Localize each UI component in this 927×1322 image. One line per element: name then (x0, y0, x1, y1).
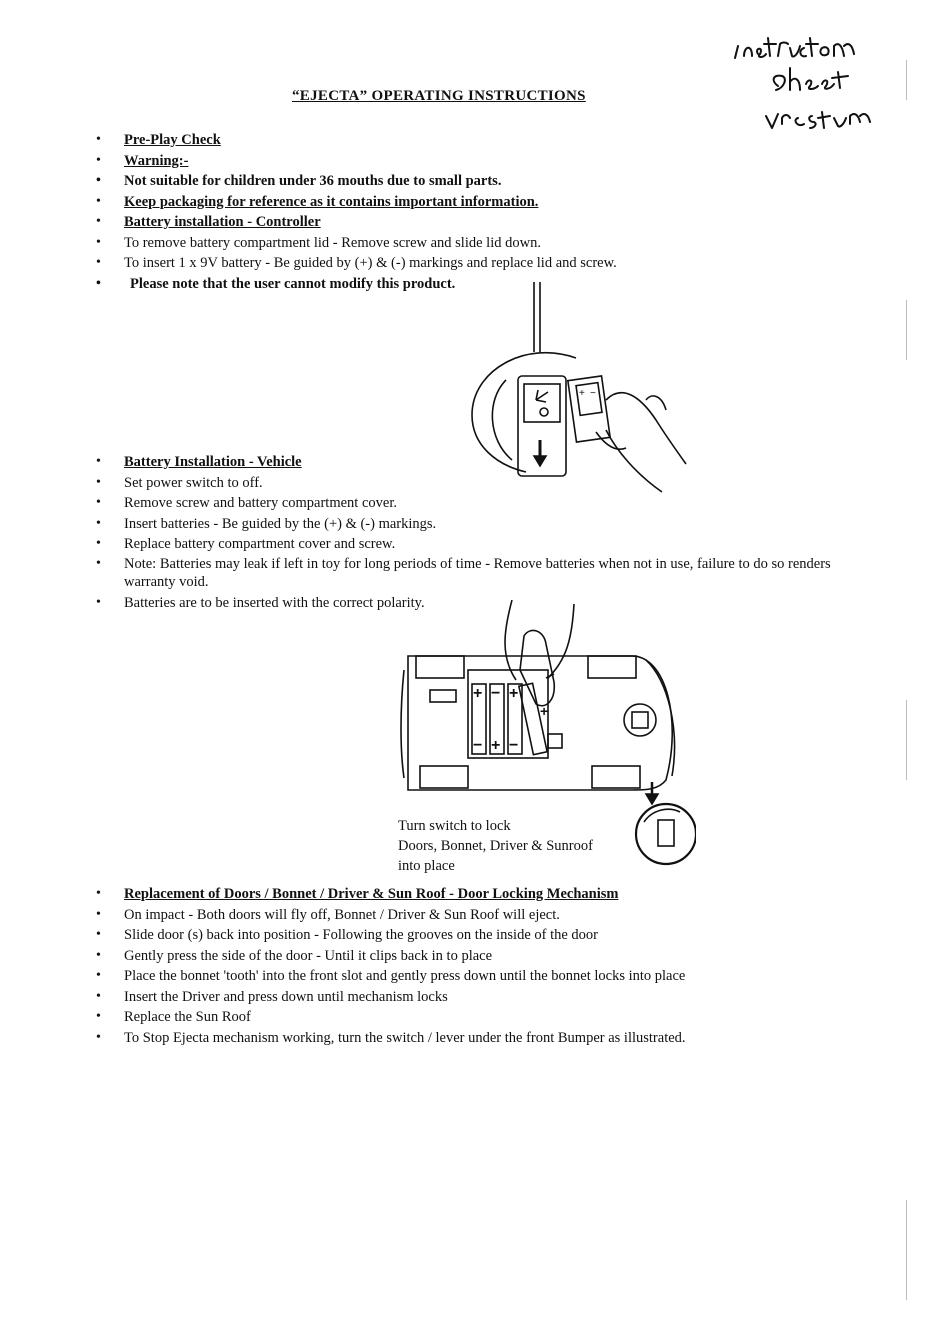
list-item-text: To remove battery compartment lid - Remove screw and slide lid down. (124, 234, 541, 251)
list-item (96, 946, 686, 967)
caption-line: Turn switch to lock (398, 818, 511, 834)
handwritten-note (730, 28, 900, 138)
list-item-text: Place the bonnet 'tooth' into the front slot and gently press down until the bonnet locks into place (124, 968, 686, 984)
controller-instructions-list (96, 130, 617, 294)
list-item (96, 534, 854, 555)
list-item (96, 233, 617, 254)
replacement-heading: Replacement of Doors / Bonnet / Driver & Sun Roof - Door Locking Mechanism (124, 886, 619, 902)
controller-battery-heading: Battery installation - Controller (124, 214, 321, 230)
list-item (96, 1007, 686, 1028)
battery-minus-sign: − (509, 737, 519, 754)
scan-artifact (906, 700, 907, 780)
list-item-text: Gently press the side of the door - Until it clips back in to place (124, 947, 493, 964)
modify-note: Please note that the user cannot modify this product. (130, 275, 456, 292)
list-item-text: Batteries are to be inserted with the correct polarity. (124, 594, 425, 611)
list-item-text: Replace battery compartment cover and screw. (124, 536, 396, 552)
list-item (96, 212, 617, 233)
vehicle-instructions-list (96, 452, 854, 613)
list-item-text: Slide door (s) back into position - Following the grooves on the inside of the door (124, 927, 599, 943)
scan-artifact (906, 300, 907, 360)
list-item (96, 171, 617, 192)
list-item (96, 514, 854, 535)
scan-artifact (906, 1200, 907, 1300)
pre-play-check-heading: Pre-Play Check (124, 132, 221, 148)
list-item (96, 905, 686, 926)
list-item-text: To insert 1 x 9V battery - Be guided by (+) & (-) markings and replace lid and screw. (124, 255, 617, 271)
battery-plus-sign: + (491, 737, 501, 754)
list-item (96, 473, 854, 494)
battery-plus-sign: + (579, 388, 585, 399)
list-item (96, 987, 686, 1008)
warning-heading: Warning:- (124, 152, 189, 169)
list-item (96, 884, 686, 905)
list-item (96, 966, 686, 987)
list-item (96, 493, 854, 514)
caption-line: Doors, Bonnet, Driver & Sunroof (398, 838, 593, 854)
battery-plus-sign: + (509, 685, 519, 702)
list-item-text: Set power switch to off. (124, 474, 263, 491)
list-item (96, 925, 686, 946)
list-item-text: To Stop Ejecta mechanism working, turn the switch / lever under the front Bumper as illustrated. (124, 1029, 686, 1046)
list-item (96, 192, 617, 213)
list-item (96, 130, 617, 151)
packaging-note: Keep packaging for reference as it contains important information. (124, 193, 539, 210)
list-item-text: Remove screw and battery compartment cover. (124, 495, 397, 511)
caption-line: into place (398, 858, 455, 874)
replacement-instructions-list (96, 884, 686, 1048)
list-item (96, 555, 854, 591)
battery-plus-sign: + (540, 703, 549, 719)
battery-minus-sign: − (473, 737, 483, 754)
battery-plus-sign: + (473, 685, 483, 702)
scan-artifact (906, 60, 907, 100)
battery-minus-sign: − (491, 685, 501, 702)
battery-minus-sign: − (590, 388, 596, 399)
leak-warning-text: Note: Batteries may leak if left in toy for long periods of time - Remove batteries when not in use, failure to do so renders warranty void. (124, 555, 831, 590)
list-item (96, 151, 617, 172)
list-item-text: On impact - Both doors will fly off, Bonnet / Driver & Sun Roof will eject. (124, 906, 560, 923)
list-item (96, 1028, 686, 1049)
age-warning-text: Not suitable for children under 36 mouths due to small parts. (124, 173, 502, 189)
figure-caption (398, 816, 593, 876)
list-item-text: Insert batteries - Be guided by the (+) & (-) markings. (124, 515, 437, 532)
list-item-text: Replace the Sun Roof (124, 1009, 251, 1025)
list-item (96, 253, 617, 274)
list-item-text: Insert the Driver and press down until mechanism locks (124, 988, 448, 1005)
vehicle-battery-heading: Battery Installation - Vehicle (124, 454, 302, 470)
list-item (96, 452, 854, 473)
page-title: “EJECTA” OPERATING INSTRUCTIONS (292, 88, 586, 104)
